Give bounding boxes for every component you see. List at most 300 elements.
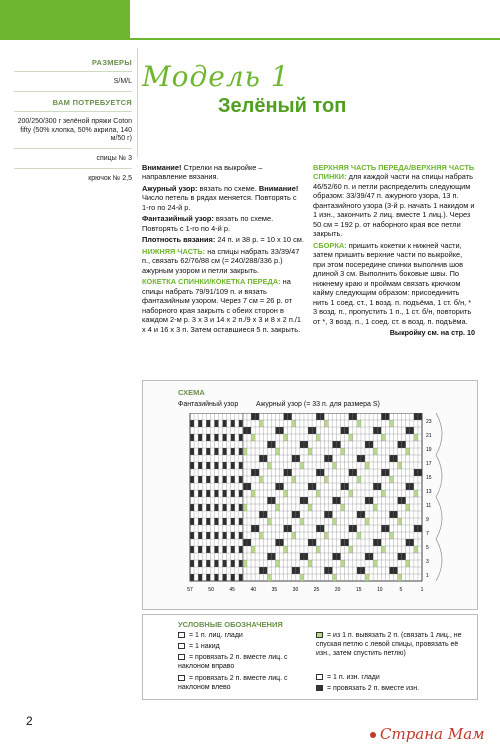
row-label: 7: [426, 531, 429, 537]
divider: [14, 111, 132, 112]
top-bar: [0, 0, 500, 40]
chart-cell: [275, 539, 279, 546]
chart-cell: [296, 511, 300, 518]
chart-cell: [316, 413, 320, 420]
chart-cell: [239, 504, 243, 511]
chart-cell: [300, 553, 304, 560]
chart-cell: [267, 441, 271, 448]
needles-value: спицы № 3: [96, 155, 132, 162]
chart-cell: [337, 553, 341, 560]
model-number: Модель 1: [142, 60, 290, 93]
chart-cell: [389, 567, 393, 574]
chart-cell: [267, 462, 271, 469]
watermark-dot-icon: [370, 732, 376, 738]
need-label: ВАМ ПОТРЕБУЕТСЯ: [52, 97, 132, 107]
chart-cell: [288, 525, 292, 532]
chart-cell: [198, 504, 202, 511]
chart-cell: [206, 462, 210, 469]
chart-cell: [365, 518, 369, 525]
chart-cell: [190, 574, 194, 581]
chart-cell: [259, 511, 263, 518]
chart-cell: [198, 560, 202, 567]
chart-cell: [337, 497, 341, 504]
chart-cell: [345, 427, 349, 434]
chart-cell: [223, 420, 227, 427]
chart-cell: [341, 448, 345, 455]
chart-cell: [308, 448, 312, 455]
chart-cell: [292, 567, 296, 574]
chart-cell: [377, 427, 381, 434]
chart-cell: [308, 504, 312, 511]
chart-cell: [267, 553, 271, 560]
x-tick-label: 40: [250, 587, 257, 593]
paragraph: Плотность вязания: 24 п. и 38 р. = 10 х 10 см.: [142, 235, 304, 245]
legend-item: = провязать 2 п. вместе изн.: [316, 685, 466, 694]
row-label: 11: [426, 503, 432, 509]
chart-cell: [206, 420, 210, 427]
chart-cell: [389, 532, 393, 539]
chart-cell: [190, 546, 194, 553]
chart-cell: [402, 497, 406, 504]
chart-cell: [267, 497, 271, 504]
chart-cell: [259, 476, 263, 483]
chart-cell: [353, 413, 357, 420]
chart-cell: [214, 532, 218, 539]
chart-cell: [251, 413, 255, 420]
chart-edge-scallop: [436, 539, 442, 581]
chart-cell: [357, 476, 361, 483]
chart-cell: [349, 434, 353, 441]
chart-cell: [324, 511, 328, 518]
chart-cell: [320, 469, 324, 476]
chart-cell: [369, 497, 373, 504]
paragraph: Внимание! Стрелки на выкройке – направление вязания.: [142, 163, 263, 182]
page-title: Зелёный топ: [218, 95, 347, 117]
sidebar: [14, 58, 132, 184]
chart-cell: [328, 567, 332, 574]
chart-cell: [190, 504, 194, 511]
chart-cell: [231, 518, 235, 525]
x-tick-label: 1: [420, 587, 424, 593]
chart-cell: [414, 546, 418, 553]
chart-cell: [247, 483, 251, 490]
chart-cell: [243, 483, 247, 490]
row-label: 17: [426, 461, 432, 467]
chart-cell: [406, 448, 410, 455]
chart-cell: [385, 469, 389, 476]
chart-cell: [394, 455, 398, 462]
chart-cell: [206, 560, 210, 567]
chart-cell: [259, 567, 263, 574]
chart-cell: [385, 413, 389, 420]
chart-cell: [214, 476, 218, 483]
chart-cell: [223, 518, 227, 525]
chart-cell: [373, 483, 377, 490]
chart-cell: [239, 518, 243, 525]
x-tick-label: 20: [334, 587, 341, 593]
chart-cell: [365, 441, 369, 448]
chart-cell: [304, 497, 308, 504]
chart-cell: [206, 504, 210, 511]
chart-cell: [275, 448, 279, 455]
chart-cell: [190, 476, 194, 483]
chart-cell: [402, 553, 406, 560]
chart-cell: [243, 539, 247, 546]
chart-cell: [406, 539, 410, 546]
row-label: 13: [426, 489, 432, 495]
chart-cell: [251, 469, 255, 476]
chart-cell: [271, 553, 275, 560]
paragraph: КОКЕТКА СПИНКИ/КОКЕТКА ПЕРЕДА: на спицы набрать 79/91/109 п. и вязать фантазийным узором. Через 7 см = 26 р. от наборного края закрыть с обеих сторон в каждом 2-м р. 3 х 3 и 14 х 2 п./9 х 3 и 8 х 2 п./1 х 4 и 16 х 3 п. Затем оставшиеся 5 п. закрыть.: [142, 277, 302, 334]
chart-cell: [292, 476, 296, 483]
chart-cell: [214, 574, 218, 581]
chart-cell: [402, 441, 406, 448]
chart-cell: [243, 560, 247, 567]
chart-cell: [414, 434, 418, 441]
chart-cell: [214, 448, 218, 455]
chart-cell: [231, 476, 235, 483]
chart-cell: [312, 539, 316, 546]
chart-cell: [341, 483, 345, 490]
legend-title: УСЛОВНЫЕ ОБОЗНАЧЕНИЯ: [178, 620, 283, 629]
chart-cell: [332, 553, 336, 560]
chart-cell: [231, 560, 235, 567]
chart-cell: [369, 553, 373, 560]
chart-cell: [280, 427, 284, 434]
chart-cell: [300, 497, 304, 504]
chart-cell: [361, 511, 365, 518]
chart-cell: [198, 476, 202, 483]
chart-cell: [292, 511, 296, 518]
chart-cell: [373, 427, 377, 434]
chart-cell: [345, 483, 349, 490]
chart-cell: [381, 434, 385, 441]
chart-cell: [247, 427, 251, 434]
chart-cell: [304, 553, 308, 560]
chart-cell: [284, 490, 288, 497]
chart-cell: [206, 476, 210, 483]
chart-cell: [292, 420, 296, 427]
chart-cell: [357, 532, 361, 539]
chart-cell: [373, 560, 377, 567]
chart-cell: [353, 469, 357, 476]
chart-cell: [239, 476, 243, 483]
purl-symbol-icon: [316, 674, 323, 680]
chart-cell: [381, 490, 385, 497]
chart-cell: [394, 567, 398, 574]
chart-cell: [223, 490, 227, 497]
chart-cell: [288, 469, 292, 476]
chart-cell: [284, 413, 288, 420]
chart-cell: [324, 420, 328, 427]
chart-cell: [389, 511, 393, 518]
yarn-value: 200/250/300 г зелёной пряжи Coton fifty (50% хлопка, 50% акрила, 140 м/50 г): [17, 117, 132, 143]
chart-cell: [231, 532, 235, 539]
chart-cell: [410, 539, 414, 546]
sidebar-rule: [137, 48, 138, 158]
yarn-over-symbol-icon: [178, 643, 185, 649]
chart-cell: [373, 448, 377, 455]
chart-cell: [275, 504, 279, 511]
top-bar-line: [130, 38, 500, 40]
chart-edge-scallop: [436, 413, 442, 455]
chart-cell: [280, 539, 284, 546]
chart-cell: [365, 497, 369, 504]
chart-cell: [381, 413, 385, 420]
chart-cell: [308, 539, 312, 546]
chart-cell: [389, 420, 393, 427]
chart-cell: [332, 462, 336, 469]
chart-cell: [365, 462, 369, 469]
divider: [14, 71, 132, 72]
chart-cell: [263, 511, 267, 518]
chart-cell: [316, 434, 320, 441]
x-tick-label: 15: [355, 587, 362, 593]
chart-cell: [239, 448, 243, 455]
chart-cell: [275, 427, 279, 434]
chart-cell: [243, 448, 247, 455]
chart-cell: [231, 574, 235, 581]
x-tick-label: 45: [229, 587, 235, 593]
chart-cell: [263, 567, 267, 574]
chart-cell: [239, 420, 243, 427]
chart-cell: [198, 490, 202, 497]
chart-cell: [389, 476, 393, 483]
chart-cell: [190, 462, 194, 469]
chart-cell: [239, 532, 243, 539]
watermark: Страна Мам: [370, 725, 485, 743]
legend-item: = провязать 2 п. вместе лиц. с наклоном влево: [178, 675, 288, 691]
page-number: 2: [26, 714, 33, 728]
chart-cell: [267, 574, 271, 581]
row-label: 3: [426, 559, 429, 565]
chart-cell: [231, 546, 235, 553]
chart-cell: [223, 434, 227, 441]
chart-cell: [251, 490, 255, 497]
chart-cell: [284, 546, 288, 553]
chart-cell: [190, 420, 194, 427]
chart-cell: [198, 518, 202, 525]
chart-cell: [332, 574, 336, 581]
chart-cell: [206, 434, 210, 441]
knitting-chart: [174, 413, 456, 597]
chart-cell: [369, 441, 373, 448]
chart-cell: [320, 525, 324, 532]
paragraph: Ажурный узор: вязать по схеме. Внимание! Число петель в рядах меняется. Повторять с 1-го по 24-й р.: [142, 183, 299, 212]
chart-cell: [389, 455, 393, 462]
legend-item: = 1 п. изн. глади: [316, 674, 466, 683]
chart-cell: [406, 560, 410, 567]
hook-value: крючок № 2,5: [88, 174, 132, 182]
chart-cell: [239, 546, 243, 553]
chart-cell: [231, 434, 235, 441]
chart-cell: [214, 490, 218, 497]
row-label: 23: [426, 419, 432, 425]
chart-cell: [300, 574, 304, 581]
chart-cell: [332, 518, 336, 525]
k2tog-right-symbol-icon: [178, 654, 185, 660]
chart-cell: [198, 574, 202, 581]
chart-cell: [214, 560, 218, 567]
x-tick-label: 5: [399, 587, 403, 593]
chart-cell: [198, 546, 202, 553]
chart-edge-scallop: [436, 455, 442, 497]
chart-cell: [341, 560, 345, 567]
chart-cell: [206, 546, 210, 553]
chart-cell: [259, 455, 263, 462]
chart-cell: [414, 490, 418, 497]
chart-cell: [190, 434, 194, 441]
chart-cell: [288, 413, 292, 420]
chart-cell: [190, 518, 194, 525]
chart-cell: [300, 441, 304, 448]
chart-cell: [198, 434, 202, 441]
chart-cell: [308, 560, 312, 567]
chart-cell: [296, 567, 300, 574]
chart-cell: [251, 525, 255, 532]
x-tick-label: 25: [313, 587, 320, 593]
x-tick-label: 30: [292, 587, 299, 593]
chart-cell: [337, 441, 341, 448]
chart-cell: [316, 546, 320, 553]
chart-cell: [206, 518, 210, 525]
row-label: 1: [426, 573, 429, 579]
divider: [14, 91, 132, 92]
chart-cell: [341, 539, 345, 546]
sizes-label: РАЗМЕРЫ: [91, 58, 132, 67]
knit-symbol-icon: [178, 632, 185, 638]
chart-cell: [418, 469, 422, 476]
chart-cell: [341, 504, 345, 511]
chart-cell: [214, 462, 218, 469]
chart-cell: [239, 490, 243, 497]
chart-cell: [414, 469, 418, 476]
diagram-label-fancy: Фантазийный узор: [178, 401, 239, 408]
chart-cell: [316, 469, 320, 476]
chart-cell: [214, 504, 218, 511]
chart-cell: [206, 448, 210, 455]
chart-cell: [292, 532, 296, 539]
chart-cell: [316, 525, 320, 532]
chart-cell: [349, 469, 353, 476]
chart-cell: [231, 490, 235, 497]
chart-cell: [263, 455, 267, 462]
row-label: 21: [426, 433, 432, 439]
chart-cell: [418, 413, 422, 420]
chart-cell: [296, 455, 300, 462]
paragraph: Фантазийный узор: вязать по схеме. Повторять с 1-го по 4-й р.: [142, 214, 274, 233]
chart-cell: [349, 490, 353, 497]
chart-cell: [349, 413, 353, 420]
chart-cell: [255, 413, 259, 420]
chart-cell: [223, 546, 227, 553]
chart-cell: [206, 490, 210, 497]
chart-cell: [243, 427, 247, 434]
chart-cell: [223, 504, 227, 511]
chart-cell: [275, 483, 279, 490]
chart-cell: [243, 504, 247, 511]
increase-symbol-icon: [316, 632, 323, 638]
chart-cell: [206, 574, 210, 581]
chart-cell: [214, 434, 218, 441]
chart-cell: [377, 483, 381, 490]
chart-cell: [312, 483, 316, 490]
diagram-title: СХЕМА: [178, 388, 205, 397]
chart-cell: [284, 525, 288, 532]
x-tick-label: 57: [187, 587, 193, 593]
chart-cell: [292, 455, 296, 462]
chart-cell: [349, 525, 353, 532]
chart-cell: [406, 483, 410, 490]
chart-cell: [357, 567, 361, 574]
chart-cell: [190, 448, 194, 455]
chart-cell: [398, 497, 402, 504]
chart-cell: [406, 427, 410, 434]
chart-cell: [223, 560, 227, 567]
chart-cell: [231, 420, 235, 427]
chart-cell: [365, 574, 369, 581]
chart-cell: [255, 469, 259, 476]
chart-cell: [223, 448, 227, 455]
chart-cell: [332, 497, 336, 504]
chart-cell: [357, 455, 361, 462]
chart-cell: [223, 574, 227, 581]
row-label: 5: [426, 545, 429, 551]
x-tick-label: 10: [377, 587, 383, 593]
chart-cell: [251, 546, 255, 553]
chart-cell: [190, 532, 194, 539]
chart-cell: [239, 434, 243, 441]
chart-cell: [353, 525, 357, 532]
chart-cell: [357, 511, 361, 518]
pattern-reference: Выкройку см. на стр. 10: [389, 327, 475, 337]
chart-edge-scallop: [436, 497, 442, 539]
chart-cell: [267, 518, 271, 525]
p2tog-symbol-icon: [316, 685, 323, 691]
chart-cell: [381, 546, 385, 553]
instructions-column-1: [142, 163, 304, 336]
chart-cell: [328, 455, 332, 462]
chart-cell: [255, 525, 259, 532]
chart-cell: [349, 546, 353, 553]
chart-cell: [300, 462, 304, 469]
chart-cell: [332, 441, 336, 448]
chart-cell: [373, 539, 377, 546]
chart-cell: [357, 420, 361, 427]
chart-cell: [190, 560, 194, 567]
chart-cell: [414, 525, 418, 532]
chart-cell: [239, 560, 243, 567]
chart-cell: [341, 427, 345, 434]
chart-cell: [259, 532, 263, 539]
chart-cell: [385, 525, 389, 532]
chart-cell: [223, 462, 227, 469]
chart-cell: [198, 420, 202, 427]
chart-cell: [365, 553, 369, 560]
chart-cell: [324, 532, 328, 539]
divider: [14, 148, 132, 149]
x-tick-label: 35: [271, 587, 278, 593]
instructions-column-2: [313, 163, 475, 339]
diagram-label-lace: Ажурный узор (= 33 п. для размера S): [256, 401, 380, 408]
chart-cell: [198, 532, 202, 539]
row-label: 9: [426, 517, 429, 523]
chart-cell: [304, 441, 308, 448]
chart-cell: [328, 511, 332, 518]
chart-cell: [308, 483, 312, 490]
chart-cell: [231, 462, 235, 469]
chart-cell: [284, 434, 288, 441]
